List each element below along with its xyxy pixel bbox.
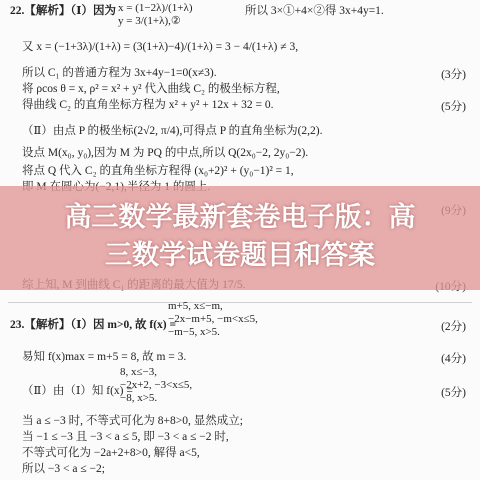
banner-title-line2: 三数学试卷题目和答案 [105, 240, 375, 271]
q22-header: 22.【解析】（Ⅰ）因为 [10, 5, 117, 17]
q23-p-3: −8, x>5. [120, 392, 158, 404]
q23-line6: 不等式可化为 −2a+2+8>0, 解得 a<5, [22, 447, 200, 459]
q23-score-5: (5分) [441, 387, 466, 399]
q22-brace-eq2: y = 3/(1+λ),② [118, 15, 181, 27]
q23-line2: 易知 f(x)max = m+5 = 8, 故 m = 3. [22, 351, 187, 363]
q22-line7: 设点 M(x₀, y₀),因为 M 为 PQ 的中点,所以 Q(2x₀−2, 2y₀−2). [22, 147, 309, 159]
q23-piecewise-2 [120, 366, 192, 405]
q23-p-1: 8, x≤−3, [120, 366, 157, 378]
q22-line2: 又 x = (−1+3λ)/(1+λ) = (3(1+λ)−4)/(1+λ) = 3 − 4/(1+λ) ≠ 3, [22, 41, 299, 53]
q23-line7: 所以 −3 < a ≤ −2; [22, 463, 105, 475]
q23-line5: 当 −1 ≤ −3 且 −3 < a ≤ 5, 即 −3 < a ≤ −2 时, [22, 431, 229, 443]
q23-piece-1: m+5, x≤−m, [168, 300, 223, 312]
q23-score-2: (2分) [441, 321, 466, 333]
q22-score-3: (3分) [441, 69, 466, 81]
q22-score-5: (5分) [441, 101, 466, 113]
q22-line3: 所以 C₁ 的普通方程为 3x+4y−1=0(x≠3). [22, 67, 217, 79]
q22-brace-eq1: x = (1−2λ)/(1+λ) [118, 2, 193, 14]
q22-line6: （Ⅱ）由点 P 的极坐标(2√2, π/4),可得点 P 的直角坐标为(2,2). [22, 125, 323, 137]
q23-piecewise-1 [168, 300, 258, 339]
q22-line8: 将点 Q 代入 C₂ 的直角坐标方程得 (x₀+2)² + (y₀−1)² = 1, [22, 165, 294, 177]
banner-title-line1: 高三数学最新套卷电子版：高 [64, 202, 416, 233]
q23-header: 23.【解析】（Ⅰ）因 m>0, 故 f(x) = [10, 319, 177, 331]
q23-line4: 当 a ≤ −3 时, 不等式可化为 8+8>0, 显然成立; [22, 415, 243, 427]
title-banner[interactable] [0, 186, 480, 290]
q22-header-tail: 所以 3×①+4×②得 3x+4y=1. [245, 5, 384, 17]
q23-line3: （Ⅱ）由（Ⅰ）知 f(x) = [22, 385, 133, 397]
q22-line5: 得曲线 C₂ 的直角坐标方程为 x² + y² + 12x + 32 = 0. [22, 99, 274, 111]
q22-brace [118, 2, 193, 28]
q23-piece-3: −m−5, x>5. [168, 326, 220, 338]
q23-score-4: (4分) [441, 353, 466, 365]
q23-piece-2: −2x−m+5, −m<x≤5, [168, 313, 258, 325]
q23-p-2: −2x+2, −3<x≤5, [120, 379, 193, 391]
q22-line4: 将 ρcos θ = x, ρ² = x² + y² 代入曲线 C₂ 的极坐标方程, [22, 83, 280, 95]
